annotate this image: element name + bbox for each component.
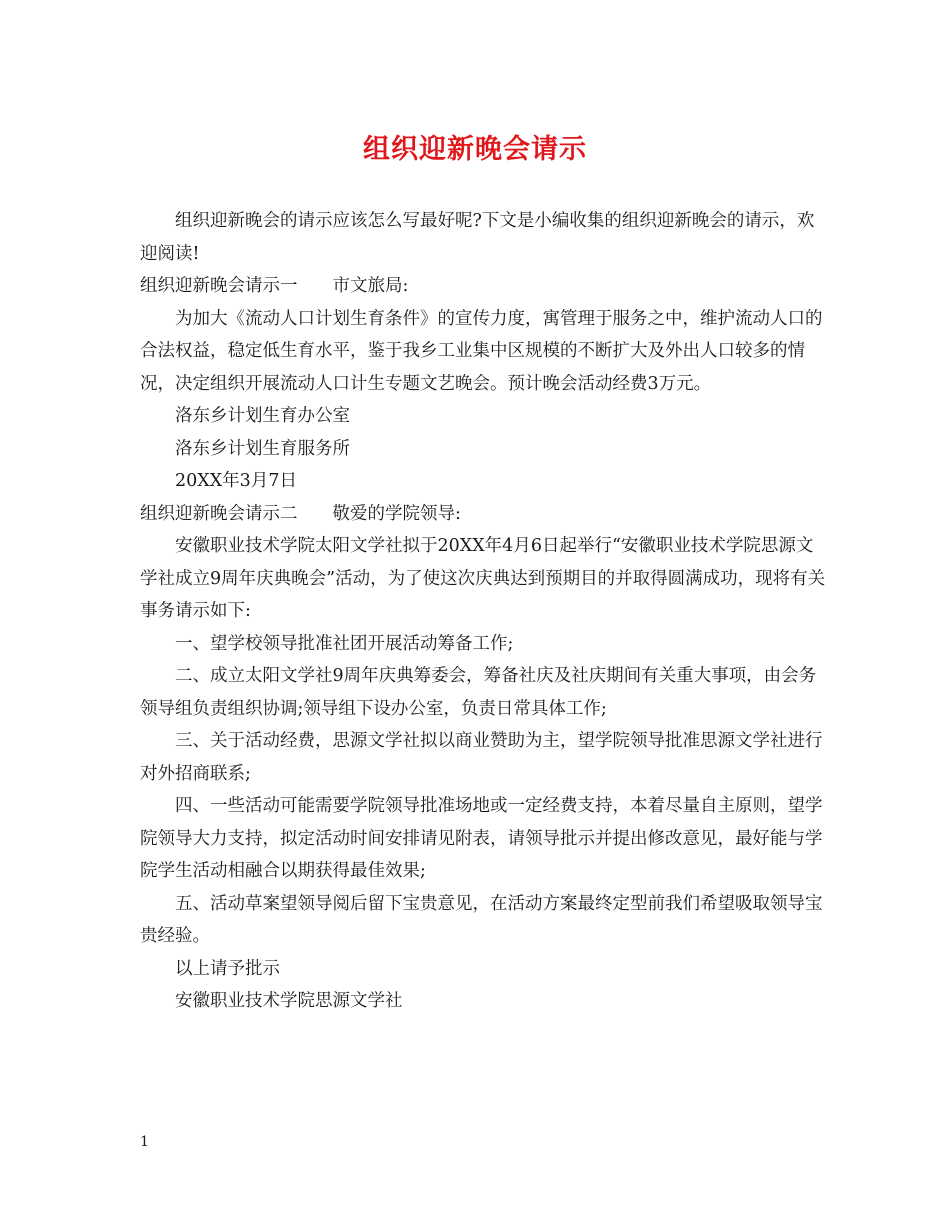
document-title: 组织迎新晚会请示: [363, 134, 587, 165]
sample1-body: 为加大《流动人口计划生育条件》的宣传力度，寓管理于服务之中，维护流动人口的合法权益，稳定低生育水平，鉴于我乡工业集中区规模的不断扩大及外出人口较多的情况，决定组织开展流动人口计生专题文艺晚会。预计晚会活动经费3万元。: [140, 308, 823, 394]
sample2-item-1: 一、望学校领导批准社团开展活动筹备工作;: [175, 633, 514, 654]
document-body: [140, 205, 830, 1018]
sample2-heading-line: [140, 498, 830, 531]
sample2-item-3: 三、关于活动经费，思源文学社拟以商业赞助为主，望学院领导批准思源文学社进行对外招商联系;: [140, 731, 823, 784]
sample2-closing: 以上请予批示: [175, 958, 280, 979]
sample2-item-5: 五、活动草案望领导阅后留下宝贵意见，在活动方案最终定型前我们希望吸取领导宝贵经验。: [140, 893, 823, 946]
sample1-signature-1: 洛东乡计划生育办公室: [175, 406, 350, 426]
sample1-signature-2: 洛东乡计划生育服务所: [175, 438, 350, 459]
sample2-addressee: 敬爱的学院领导:: [332, 503, 461, 524]
sample1-date: 20XX年3月7日: [175, 471, 297, 491]
sample1-heading: 组织迎新晚会请示一: [140, 276, 298, 296]
intro-paragraph: 组织迎新晚会的请示应该怎么写最好呢?下文是小编收集的组织迎新晚会的请示，欢迎阅读!: [140, 211, 815, 264]
sample1-heading-line: [140, 270, 830, 303]
sample2-item-2: 二、成立太阳文学社9周年庆典筹委会，筹备社庆及社庆期间有关重大事项，由会务领导组负责组织协调;领导组下设办公室，负责日常具体工作;: [140, 666, 817, 719]
sample2-signature: 安徽职业技术学院思源文学社: [175, 991, 403, 1011]
sample2-item-4: 四、一些活动可能需要学院领导批准场地或一定经费支持，本着尽量自主原则，望学院领导大力支持，拟定活动时间安排请见附表，请领导批示并提出修改意见，最好能与学院学生活动相融合以期获得最佳效果;: [140, 796, 823, 881]
sample1-addressee: 市文旅局:: [332, 276, 409, 296]
page-number: 1: [140, 1134, 149, 1150]
sample2-heading: 组织迎新晚会请示二: [140, 503, 298, 524]
sample2-body: 安徽职业技术学院太阳文学社拟于20XX年4月6日起举行“安徽职业技术学院思源文学社成立9周年庆典晚会”活动，为了使这次庆典达到预期目的并取得圆满成功，现将有关事务请示如下:: [140, 536, 826, 621]
